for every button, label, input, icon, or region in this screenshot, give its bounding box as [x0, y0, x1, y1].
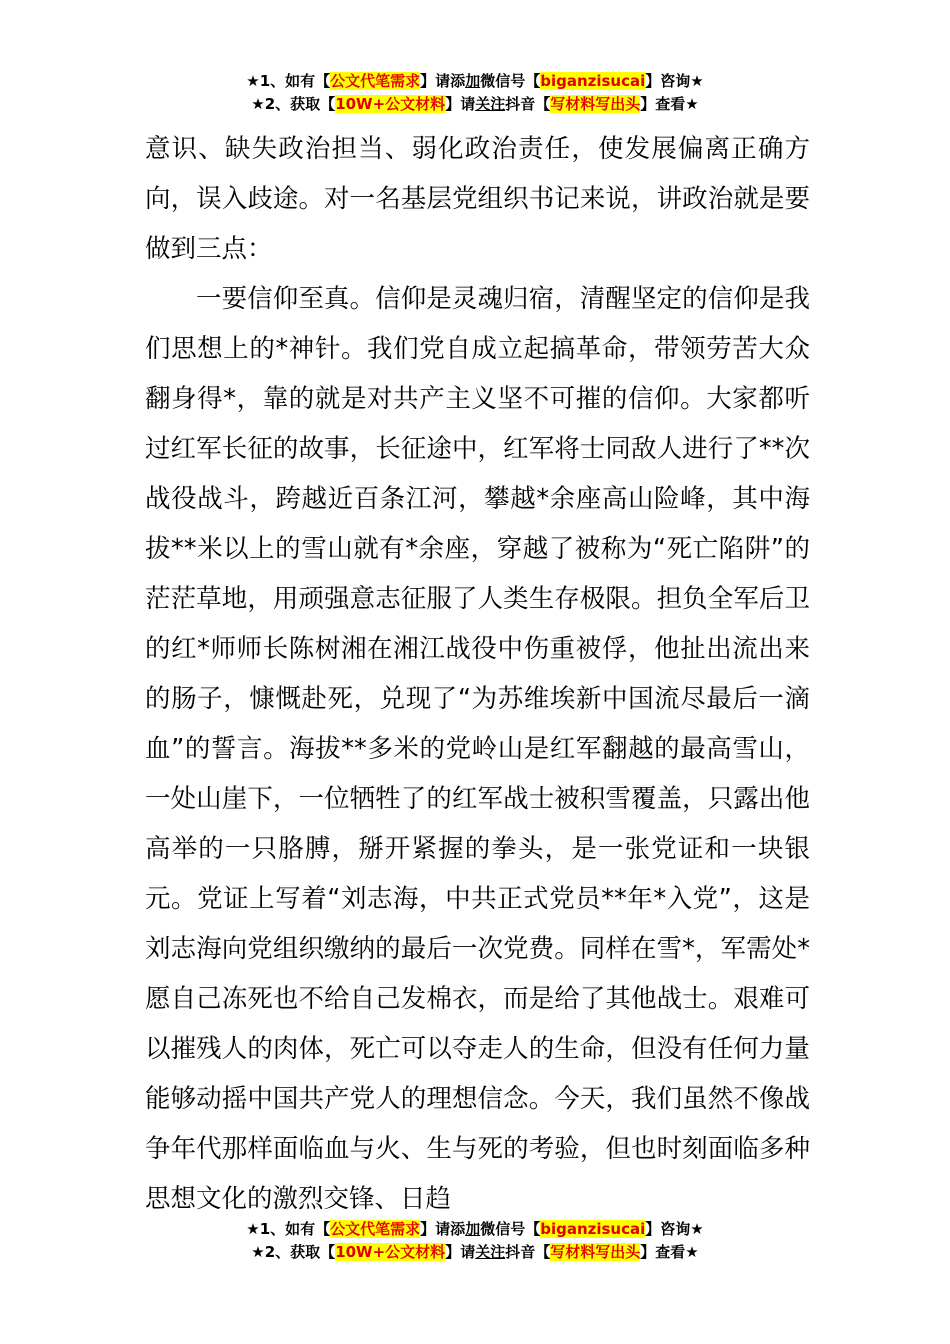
promo-line-2	[0, 1241, 950, 1264]
promo-text: 微信号【	[480, 72, 541, 90]
promo-text: 】请添	[420, 1220, 466, 1238]
highlight-materials: 10W+公文材料	[335, 1243, 446, 1261]
paragraph-2: 一要信仰至真。信仰是灵魂归宿，清醒坚定的信仰是我们思想上的*神针。我们党自成立起搞革命，带领劳苦大众翻身得*，靠的就是对共产主义坚不可摧的信仰。大家都听过红军长征的故事，长征途中，红军将士同敌人进行了**次战役战斗，跨越近百条江河，攀越*余座高山险峰，其中海拔**米以上的雪山就有*余座，穿越了被称为“死亡陷阱”的茫茫草地，用顽强意志征服了人类生存极限。担负全军后卫的红*师师长陈树湘在湘江战役中伤重被俘，他扯出流出来的肠子，慷慨赴死，兑现了“为苏维埃新中国流尽最后一滴血”的誓言。海拔**多米的党岭山是红军翻越的最高雪山，一处山崖下，一位牺牲了的红军战士被积雪覆盖，只露出他高举的一只胳膊，掰开紧握的拳头，是一张党证和一块银元。党证上写着“刘志海，中共正式党员**年*入党”，这是刘志海向党组织缴纳的最后一次党费。同样在雪*，军需处*愿自己冻死也不给自己发棉衣，而是给了其他战士。艰难可以摧残人的肉体，死亡可以夺走人的生命，但没有任何力量能够动摇中国共产党人的理想信念。今天，我们虽然不像战争年代那样面临血与火、生与死的考验，但也时刻面临多种思想文化的激烈交锋、日趋	[145, 284, 810, 1214]
promo-text: ★2、获取【	[251, 95, 336, 113]
promo-text: ★1、如有【	[246, 72, 331, 90]
highlight-wechat-id: biganzisucai	[540, 72, 646, 90]
promo-text: 】咨询★	[645, 72, 704, 90]
paragraph-1: 意识、缺失政治担当、弱化政治责任，使发展偏离正确方向，误入歧途。对一名基层党组织书记来说，讲政治就是要做到三点：	[145, 134, 810, 264]
promo-line-1	[0, 70, 950, 93]
promo-text: 微信号【	[480, 1220, 541, 1238]
promo-text: 】请	[445, 95, 476, 113]
highlight-douyin-account: 写材料写出头	[550, 1243, 641, 1261]
footer-promo-banner	[0, 1218, 950, 1264]
highlight-wechat-id: biganzisucai	[540, 1220, 646, 1238]
promo-text: ★1、如有【	[246, 1220, 331, 1238]
header-promo-banner	[0, 70, 950, 116]
promo-text: 】咨询★	[645, 1220, 704, 1238]
promo-line-1	[0, 1218, 950, 1241]
promo-line-2	[0, 93, 950, 116]
highlight-service: 公文代笔需求	[330, 72, 421, 90]
promo-text: ★2、获取【	[251, 1243, 336, 1261]
highlight-service: 公文代笔需求	[330, 1220, 421, 1238]
promo-text: 】查看★	[640, 95, 699, 113]
promo-text: 抖音【	[505, 1243, 551, 1261]
promo-text-underlined: 加	[465, 1220, 481, 1238]
promo-text-underlined: 关注	[475, 95, 506, 113]
highlight-douyin-account: 写材料写出头	[550, 95, 641, 113]
promo-text-underlined: 关注	[475, 1243, 506, 1261]
promo-text-underlined: 加	[465, 72, 481, 90]
promo-text: 】查看★	[640, 1243, 699, 1261]
highlight-materials: 10W+公文材料	[335, 95, 446, 113]
promo-text: 抖音【	[505, 95, 551, 113]
promo-text: 】请添	[420, 72, 466, 90]
document-body	[145, 124, 810, 1224]
promo-text: 】请	[445, 1243, 476, 1261]
